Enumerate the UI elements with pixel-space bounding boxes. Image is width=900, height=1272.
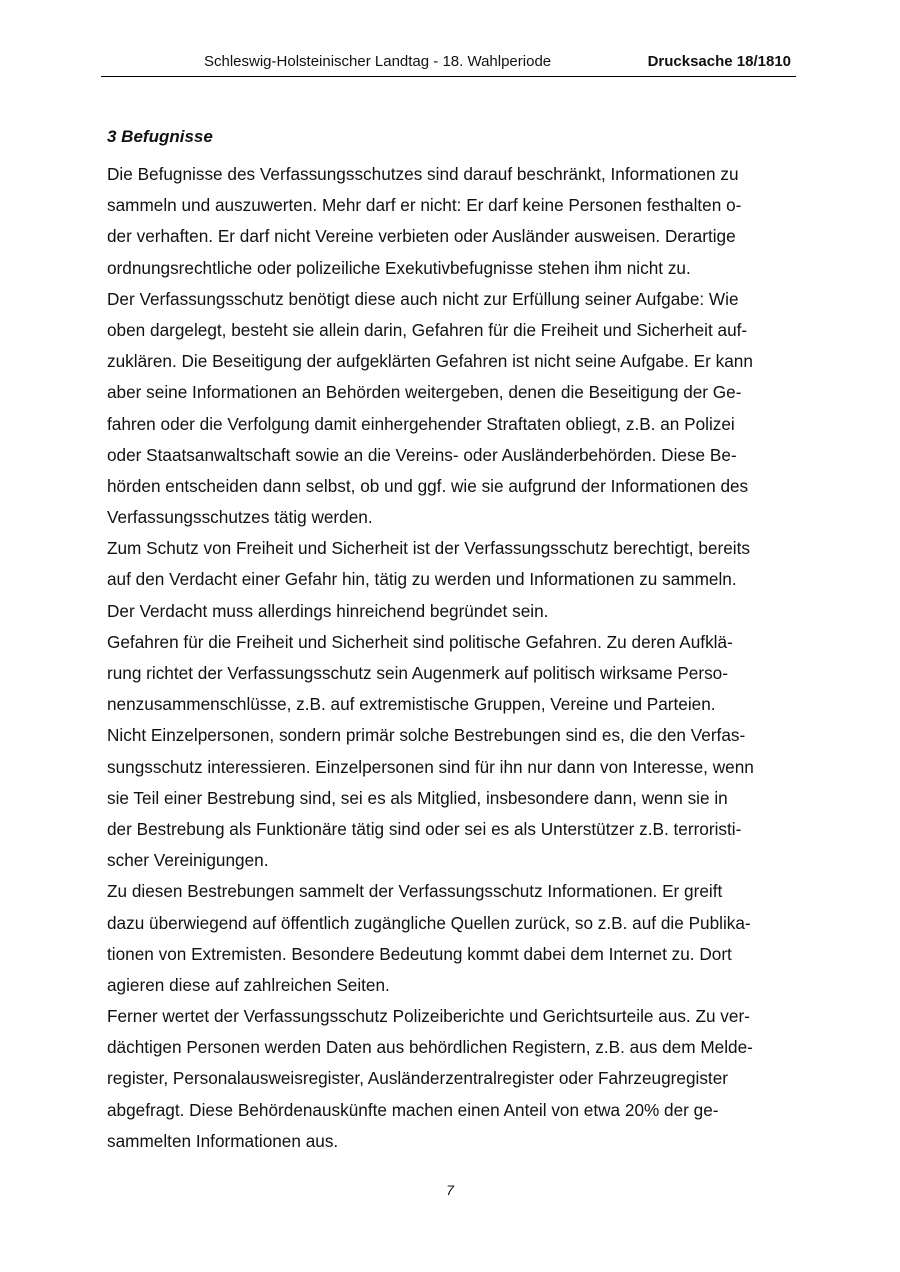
text-line: Der Verdacht muss allerdings hinreichend begründet sein. <box>107 600 549 621</box>
text-line: abgefragt. Diese Behördenauskünfte machen einen Anteil von etwa 20% der ge- <box>107 1099 719 1120</box>
text-line: Zu diesen Bestrebungen sammelt der Verfassungsschutz Informationen. Er greift <box>107 881 723 902</box>
text-line: Ferner wertet der Verfassungsschutz Polizeiberichte und Gerichtsurteile aus. Zu ver- <box>107 1006 750 1027</box>
text-line: oder Staatsanwaltschaft sowie an die Vereins- oder Ausländerbehörden. Diese Be- <box>107 444 737 465</box>
text-line: hörden entscheiden dann selbst, ob und ggf. wie sie aufgrund der Informationen des <box>107 475 749 496</box>
header-parliament-title: Schleswig-Holsteinischer Landtag - 18. Wahlperiode <box>204 53 552 70</box>
text-line: auf den Verdacht einer Gefahr hin, tätig zu werden und Informationen zu sammeln. <box>107 569 737 590</box>
text-line: ordnungsrechtliche oder polizeiliche Exekutivbefugnisse stehen ihm nicht zu. <box>107 257 691 278</box>
text-line: dazu überwiegend auf öffentlich zugängliche Quellen zurück, so z.B. auf die Publika- <box>107 912 751 933</box>
text-line: Gefahren für die Freiheit und Sicherheit sind politische Gefahren. Zu deren Aufklä- <box>107 631 733 652</box>
text-line: Verfassungsschutzes tätig werden. <box>107 507 373 528</box>
text-line: Zum Schutz von Freiheit und Sicherheit ist der Verfassungsschutz berechtigt, bereits <box>107 538 750 559</box>
section-heading: 3 Befugnisse <box>107 127 213 146</box>
text-line: sammeln und auszuwerten. Mehr darf er nicht: Er darf keine Personen festhalten o- <box>107 195 742 216</box>
text-line: aber seine Informationen an Behörden weitergeben, denen die Beseitigung der Ge- <box>107 382 742 403</box>
header-document-number: Drucksache 18/1810 <box>647 53 791 70</box>
body-text <box>107 159 795 1157</box>
text-line: Der Verfassungsschutz benötigt diese auch nicht zur Erfüllung seiner Aufgabe: Wie <box>107 288 739 309</box>
text-line: fahren oder die Verfolgung damit einhergehender Straftaten obliegt, z.B. an Polizei <box>107 413 735 434</box>
text-line: nenzusammenschlüsse, z.B. auf extremistische Gruppen, Vereine und Parteien. <box>107 694 716 715</box>
text-line: rung richtet der Verfassungsschutz sein Augenmerk auf politisch wirksame Perso- <box>107 663 728 683</box>
text-line: Die Befugnisse des Verfassungsschutzes sind darauf beschränkt, Informationen zu <box>107 164 739 184</box>
text-line: oben dargelegt, besteht sie allein darin, Gefahren für die Freiheit und Sicherheit auf- <box>107 319 748 340</box>
text-line: zuklären. Die Beseitigung der aufgeklärten Gefahren ist nicht seine Aufgabe. Er kann <box>107 351 753 372</box>
text-line: Nicht Einzelpersonen, sondern primär solche Bestrebungen sind es, die den Verfas- <box>107 725 746 746</box>
text-line: der verhaften. Er darf nicht Vereine verbieten oder Ausländer ausweisen. Derartige <box>107 226 736 247</box>
text-line: agieren diese auf zahlreichen Seiten. <box>107 974 390 995</box>
text-line: scher Vereinigungen. <box>107 850 269 871</box>
text-line: dächtigen Personen werden Daten aus behördlichen Registern, z.B. aus dem Melde- <box>107 1037 753 1058</box>
document-body <box>107 126 795 1157</box>
text-line: register, Personalausweisregister, Ausländerzentralregister oder Fahrzeugregister <box>107 1068 728 1089</box>
text-line: sungsschutz interessieren. Einzelpersonen sind für ihn nur dann von Interesse, wenn <box>107 756 754 777</box>
text-line: der Bestrebung als Funktionäre tätig sind oder sei es als Unterstützer z.B. terroristi- <box>107 818 742 839</box>
text-line: tionen von Extremisten. Besondere Bedeutung kommt dabei dem Internet zu. Dort <box>107 943 732 964</box>
text-line: sie Teil einer Bestrebung sind, sei es als Mitglied, insbesondere dann, wenn sie in <box>107 787 728 808</box>
text-line: sammelten Informationen aus. <box>107 1130 339 1151</box>
page-number: 7 <box>446 1182 454 1198</box>
page-header <box>101 51 796 77</box>
